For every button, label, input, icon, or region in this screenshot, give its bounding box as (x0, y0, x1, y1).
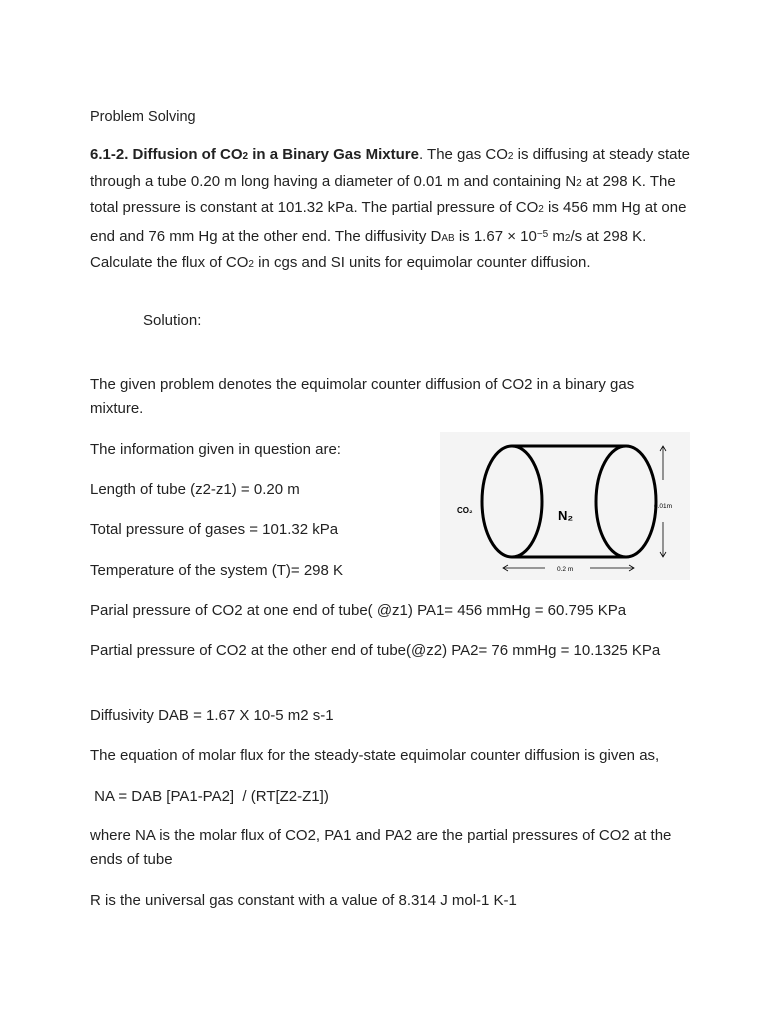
left-gas-label: CO₂ (457, 506, 473, 515)
paragraph-pressure: Total pressure of gases = 101.32 kPa (90, 521, 339, 538)
paragraph-diffusivity: Diffusivity DAB = 1.67 X 10-5 m2 s-1 (90, 707, 334, 724)
paragraph-equation: NA = DAB [PA1-PA2] / (RT[Z2-Z1]) (90, 788, 329, 805)
diameter-label: 0.01m (654, 503, 673, 510)
paragraph-where: where NA is the molar flux of CO2, PA1 and PA2 are the partial pressures of CO2 at the ends of tube (90, 827, 672, 868)
paragraph-equation-intro: The equation of molar flux for the steady-state equimolar counter diffusion is given as, (90, 747, 660, 764)
paragraph-pa2: Partial pressure of CO2 at the other end of tube(@z2) PA2= 76 mmHg = 10.1325 KPa (90, 642, 661, 659)
paragraph-pa1: Parial pressure of CO2 at one end of tube( @z1) PA1= 456 mmHg = 60.795 KPa (90, 602, 627, 619)
tube-diagram-svg (440, 432, 690, 580)
paragraph-info-heading: The information given in question are: (90, 441, 341, 458)
tube-diagram (440, 432, 690, 580)
paragraph-length: Length of tube (z2-z1) = 0.20 m (90, 481, 300, 498)
section-heading: Problem Solving (90, 109, 196, 125)
length-label: 0.2 m (557, 566, 574, 573)
center-gas-label: N₂ (558, 508, 574, 523)
solution-label: Solution: (143, 312, 202, 329)
paragraph-gas-constant: R is the universal gas constant with a value of 8.314 J mol-1 K-1 (90, 892, 517, 909)
problem-statement: 6.1-2. Diffusion of CO2 in a Binary Gas Mixture. The gas CO2 is diffusing at steady state through a tube 0.20 m long having a diameter of 0.01 m and containing N2 at 298 K. The total pressure is constant at 101.32 kPa. The partial pressure of CO2 is 456 mm Hg at one end and 76 mm Hg at the other end. The diffusivity DAB is $1.67 \times 10^{-5}$ m2/s at 298 K. Calculate the flux of CO2 in cgs and SI units for equimolar counter diffusion. (90, 146, 690, 271)
paragraph-intro: The given problem denotes the equimolar counter diffusion of CO2 in a binary gas mixture. (90, 376, 635, 417)
paragraph-temperature: Temperature of the system (T)= 298 K (90, 562, 344, 579)
problem-title: 6.1-2. Diffusion of CO2 in a Binary Gas Mixture (90, 146, 419, 163)
